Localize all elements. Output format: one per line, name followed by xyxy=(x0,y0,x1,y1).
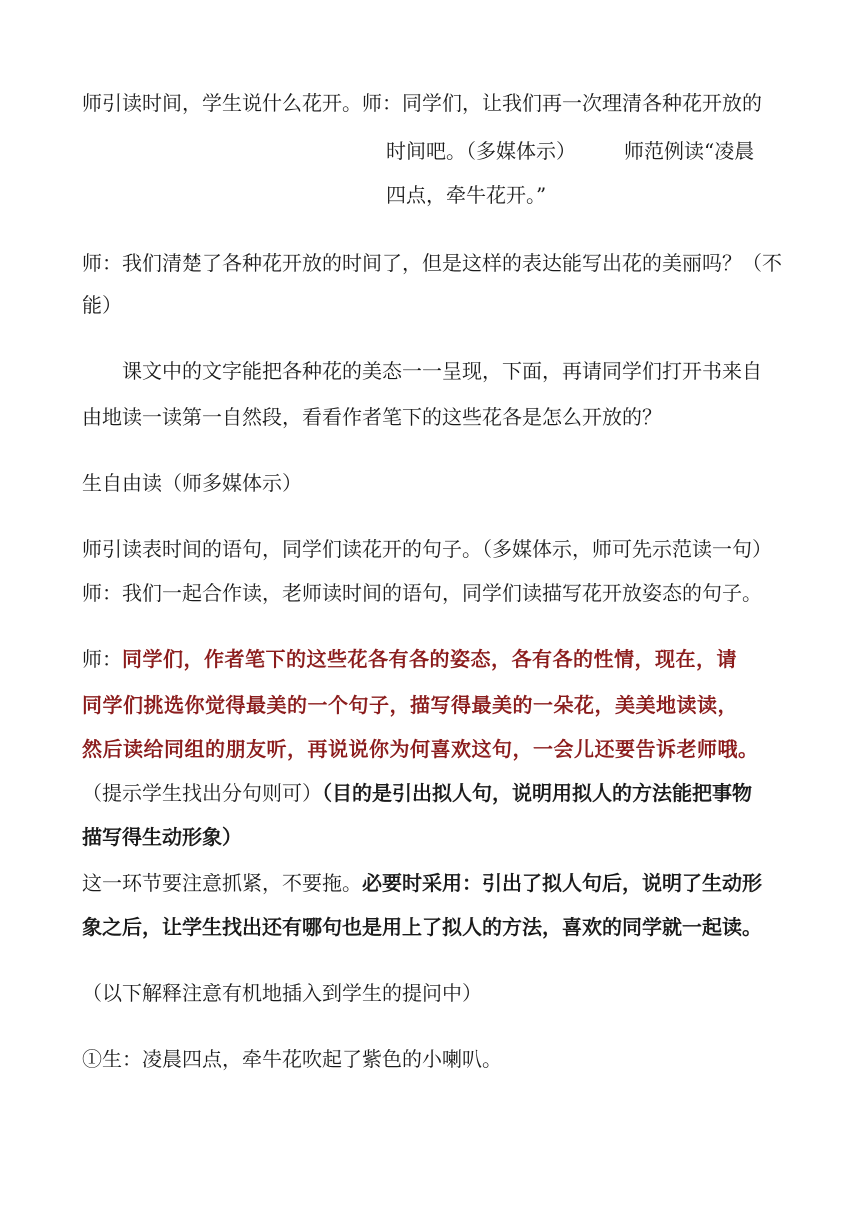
paragraph-line xyxy=(82,1044,502,1074)
paragraph-line xyxy=(82,290,122,320)
paragraph-line xyxy=(82,402,662,432)
paragraph-line xyxy=(386,180,546,210)
bold-text: 象之后，让学生找出还有哪句也是用上了拟人的方法，喜欢的同学就一起读。 xyxy=(82,915,762,939)
paragraph-line xyxy=(82,248,782,278)
paragraph-line xyxy=(82,644,737,674)
highlight-text: 同学们挑选你觉得最美的一个句子，描写得最美的一朵花，美美地读读， xyxy=(82,693,738,717)
bold-text: （目的是引出拟人句，说明用拟人的方法能把事物 xyxy=(322,781,752,805)
paragraph-line xyxy=(122,356,762,386)
text-span: 这一环节要注意抓紧，不要拖。 xyxy=(82,871,362,895)
text-span: 生自由读（师多媒体示） xyxy=(82,471,302,495)
paragraph-line xyxy=(82,978,482,1008)
text-span: 师引读时间，学生说什么花开。师：同学们，让我们再一次理清各种花开放的 xyxy=(82,91,762,115)
text-span: 时间吧。（多媒体示） xyxy=(386,139,576,163)
text-span: 师： xyxy=(82,647,122,671)
paragraph-line xyxy=(386,136,754,166)
highlight-text: 然后读给同组的朋友听，再说说你为何喜欢这句，一会儿还要告诉老师哦。 xyxy=(82,737,759,761)
text-span: （以下解释注意有机地插入到学生的提问中） xyxy=(82,981,482,1005)
text-span: 课文中的文字能把各种花的美态一一呈现，下面，再请同学们打开书来自 xyxy=(122,359,762,383)
bold-text: 必要时采用：引出了拟人句后，说明了生动形 xyxy=(362,871,762,895)
bold-text: 描写得生动形象） xyxy=(82,825,242,849)
paragraph-line xyxy=(82,778,752,808)
paragraph-line xyxy=(82,578,762,608)
paragraph-line xyxy=(82,534,772,564)
paragraph-line xyxy=(82,912,762,942)
text-span: （提示学生找出分句则可） xyxy=(82,781,322,805)
paragraph-line xyxy=(82,468,302,498)
text-span: 师：我们一起合作读，老师读时间的语句，同学们读描写花开放姿态的句子。 xyxy=(82,581,762,605)
paragraph-line xyxy=(82,690,738,720)
paragraph-line xyxy=(82,868,762,898)
highlight-text: 同学们，作者笔下的这些花各有各的姿态，各有各的性情，现在，请 xyxy=(122,647,737,671)
text-span: 能） xyxy=(82,293,122,317)
text-span: ①生：凌晨四点，牵牛花吹起了紫色的小喇叭。 xyxy=(82,1047,502,1071)
text-span: 师：我们清楚了各种花开放的时间了，但是这样的表达能写出花的美丽吗？（不 xyxy=(82,251,782,275)
text-span: 四点，牵牛花开。” xyxy=(386,183,547,207)
paragraph-line xyxy=(82,88,762,118)
paragraph-line xyxy=(82,822,242,852)
text-span: 师范例读“凌晨 xyxy=(624,139,755,163)
text-span: 由地读一读第一自然段，看看作者笔下的这些花各是怎么开放的？ xyxy=(82,405,662,429)
text-span: 师引读表时间的语句，同学们读花开的句子。（多媒体示，师可先示范读一句） xyxy=(82,537,772,561)
paragraph-line xyxy=(82,734,759,764)
